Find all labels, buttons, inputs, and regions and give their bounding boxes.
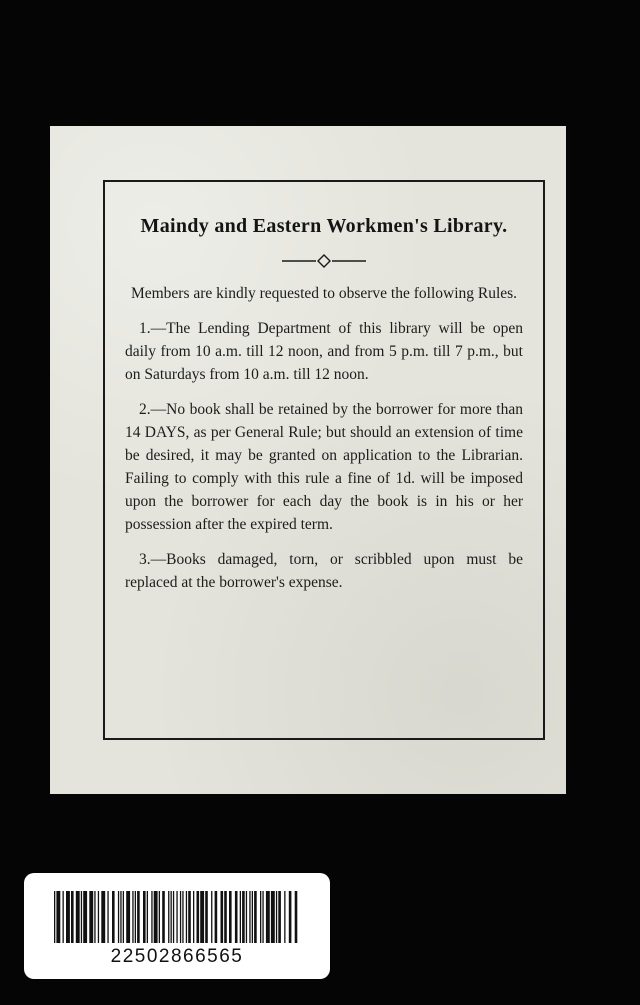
library-rules-card — [50, 126, 566, 794]
rule-2: 2.—No book shall be retained by the borrower for more than 14 DAYS, as per General Rule; but should an extension of time be desired, it may be granted on application to the Librarian. Failing to comply with this rule a fine of 1d. will be imposed upon the borrower for each day the book is in his or her possession after the expired term. — [125, 401, 523, 533]
barcode-number: 22502866565 — [110, 946, 244, 967]
rules-border-frame — [103, 180, 545, 740]
barcode-label — [24, 873, 330, 979]
intro-text: Members are kindly requested to observe the following Rules. — [130, 285, 518, 302]
ornament-divider-icon — [282, 254, 366, 268]
rule-1: 1.—The Lending Department of this library will be open daily from 10 a.m. till 12 noon, and from 5 p.m. till 7 p.m., but on Saturdays from 10 a.m. till 12 noon. — [125, 320, 523, 383]
library-title: Maindy and Eastern Workmen's Library. — [140, 215, 508, 237]
rule-3: 3.—Books damaged, torn, or scribbled upon must be replaced at the borrower's expense. — [125, 551, 523, 591]
barcode-icon — [54, 891, 300, 943]
